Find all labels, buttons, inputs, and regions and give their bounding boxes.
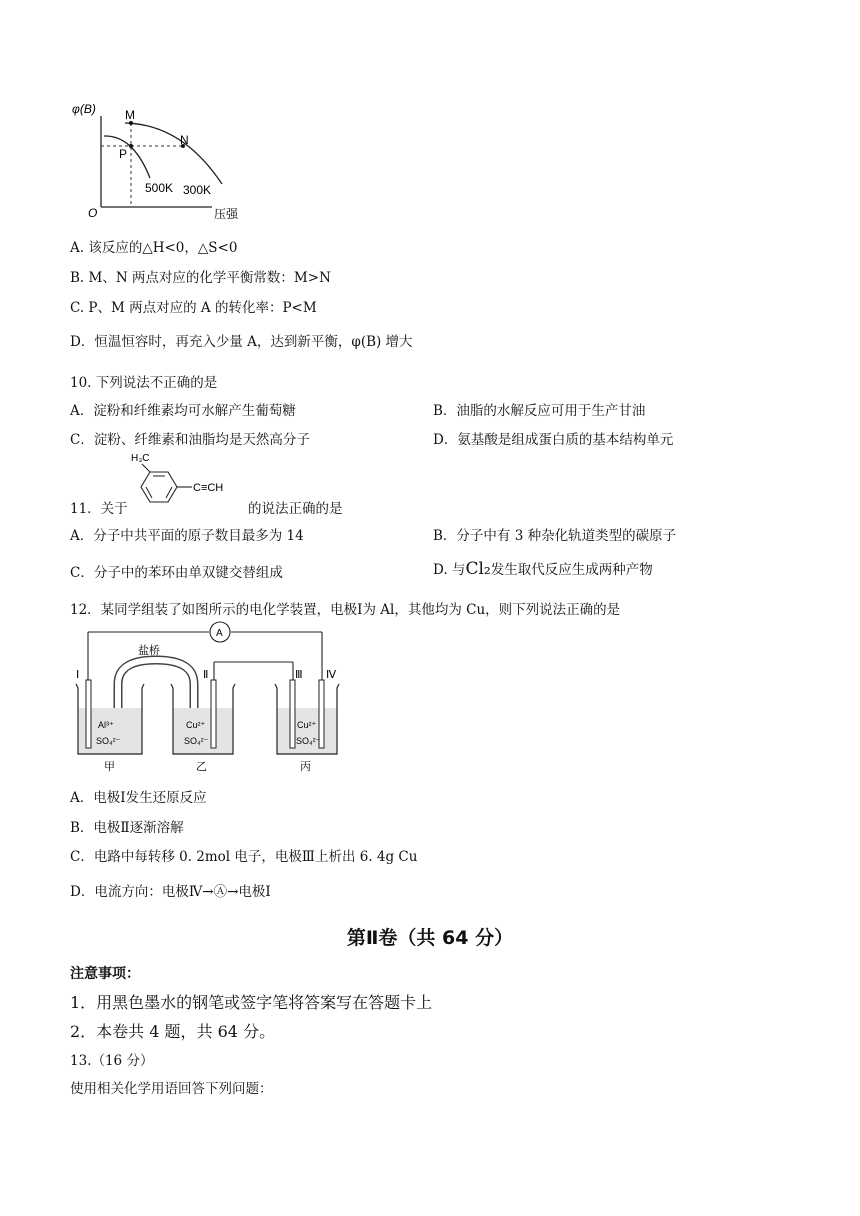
q11-option-d xyxy=(433,558,653,579)
salt-bridge-label: 盐桥 xyxy=(138,645,160,657)
notice-title: 注意事项： xyxy=(70,966,140,982)
q12-stem: 12．某同学组装了如图所示的电化学装置，电极Ⅰ为 Al，其他均为 Cu，则下列说法正确的是 xyxy=(70,602,621,618)
q10-option-d: D．氨基酸是组成蛋白质的基本结构单元 xyxy=(433,432,674,448)
point-p-label: P xyxy=(119,147,128,161)
point-p-marker xyxy=(129,144,133,148)
ion-so4-yi-label: SO₄²⁻ xyxy=(184,736,209,746)
struct-methyl-bond xyxy=(142,464,150,472)
structure-formula xyxy=(128,448,248,512)
ion-al-label: Al³⁺ xyxy=(98,720,114,730)
q9-option-b: B. M、N 两点对应的化学平衡常数：M>N xyxy=(70,270,331,286)
section-2-title: 第Ⅱ卷（共 64 分） xyxy=(346,927,514,949)
curve-300k-label: 300K xyxy=(183,183,212,197)
q12-option-d: D．电流方向：电极Ⅳ→Ⓐ→电极Ⅰ xyxy=(70,884,271,900)
q12-option-b: B．电极Ⅱ逐渐溶解 xyxy=(70,820,184,836)
q9-option-d: D．恒温恒容时，再充入少量 A，达到新平衡，φ(B) 增大 xyxy=(70,334,413,350)
q10-option-a: A．淀粉和纤维素均可水解产生葡萄糖 xyxy=(70,403,296,419)
q12-option-a: A．电极Ⅰ发生还原反应 xyxy=(70,790,207,806)
electrode-4-label: Ⅳ xyxy=(326,669,337,681)
struct-ch3-label: H₃C xyxy=(131,453,150,464)
q11-option-a: A．分子中共平面的原子数目最多为 14 xyxy=(70,528,304,544)
beaker-jia-label: 甲 xyxy=(104,761,115,773)
ion-so4-jia-label: SO₄²⁻ xyxy=(96,736,121,746)
beaker-yi-label: 乙 xyxy=(196,761,207,773)
q11-option-d-formula: Cl₂ xyxy=(465,559,491,579)
electrochemical-cell-diagram xyxy=(70,620,360,780)
q11-stem-after: 的说法正确的是 xyxy=(248,501,343,517)
ion-cu-yi-label: Cu²⁺ xyxy=(186,720,206,730)
graph-y-axis-label: φ(B) xyxy=(72,102,96,116)
q11-stem-before: 11．关于 xyxy=(70,501,128,517)
q9-option-a: A. 该反应的△H<0，△S<0 xyxy=(70,240,238,256)
q10-option-b: B．油脂的水解反应可用于生产甘油 xyxy=(433,403,646,419)
q13-intro: 使用相关化学用语回答下列问题： xyxy=(70,1081,273,1097)
graph-origin: O xyxy=(88,206,98,220)
notice-item-1: 1．用黑色墨水的钢笔或签字笔将答案写在答题卡上 xyxy=(70,993,433,1012)
q11-option-d-prefix: D. 与 xyxy=(433,562,466,578)
curve-300k xyxy=(125,123,222,184)
struct-alkyne-label: C≡CH xyxy=(193,482,224,494)
electrode-1-label: Ⅰ xyxy=(76,669,80,681)
q10-stem: 10. 下列说法不正确的是 xyxy=(70,375,218,391)
equilibrium-graph xyxy=(70,98,260,223)
q12-option-c: C．电路中每转移 0. 2mol 电子，电极Ⅲ上析出 6. 4g Cu xyxy=(70,849,418,865)
ion-cu-bing-label: Cu²⁺ xyxy=(297,720,317,730)
q11-option-b: B．分子中有 3 种杂化轨道类型的碳原子 xyxy=(433,528,677,544)
q11-option-c: C．分子中的苯环由单双键交替组成 xyxy=(70,565,283,581)
q13-header: 13.（16 分） xyxy=(70,1053,154,1069)
graph-x-axis-label: 压强 xyxy=(214,207,239,221)
electrode-1 xyxy=(86,680,91,748)
q9-option-c: C. P、M 两点对应的 A 的转化率：P<M xyxy=(70,300,317,316)
curve-500k-label: 500K xyxy=(145,181,174,195)
electrode-2 xyxy=(211,680,216,748)
ion-so4-bing-label: SO₄²⁻ xyxy=(296,736,321,746)
electrode-2-label: Ⅱ xyxy=(203,669,209,681)
notice-item-2: 2．本卷共 4 题，共 64 分。 xyxy=(70,1022,276,1041)
beaker-bing-label: 丙 xyxy=(300,761,311,773)
electrode-3-label: Ⅲ xyxy=(295,669,303,681)
q11-option-d-suffix: 发生取代反应生成两种产物 xyxy=(490,562,653,578)
point-m-label: M xyxy=(125,108,135,122)
solution-yi xyxy=(173,708,233,754)
electrode-3 xyxy=(290,680,295,748)
q10-option-c: C．淀粉、纤维素和油脂均是天然高分子 xyxy=(70,432,310,448)
point-n-label: N xyxy=(180,133,189,147)
solution-bing xyxy=(277,708,337,754)
ammeter-label: A xyxy=(216,628,223,639)
